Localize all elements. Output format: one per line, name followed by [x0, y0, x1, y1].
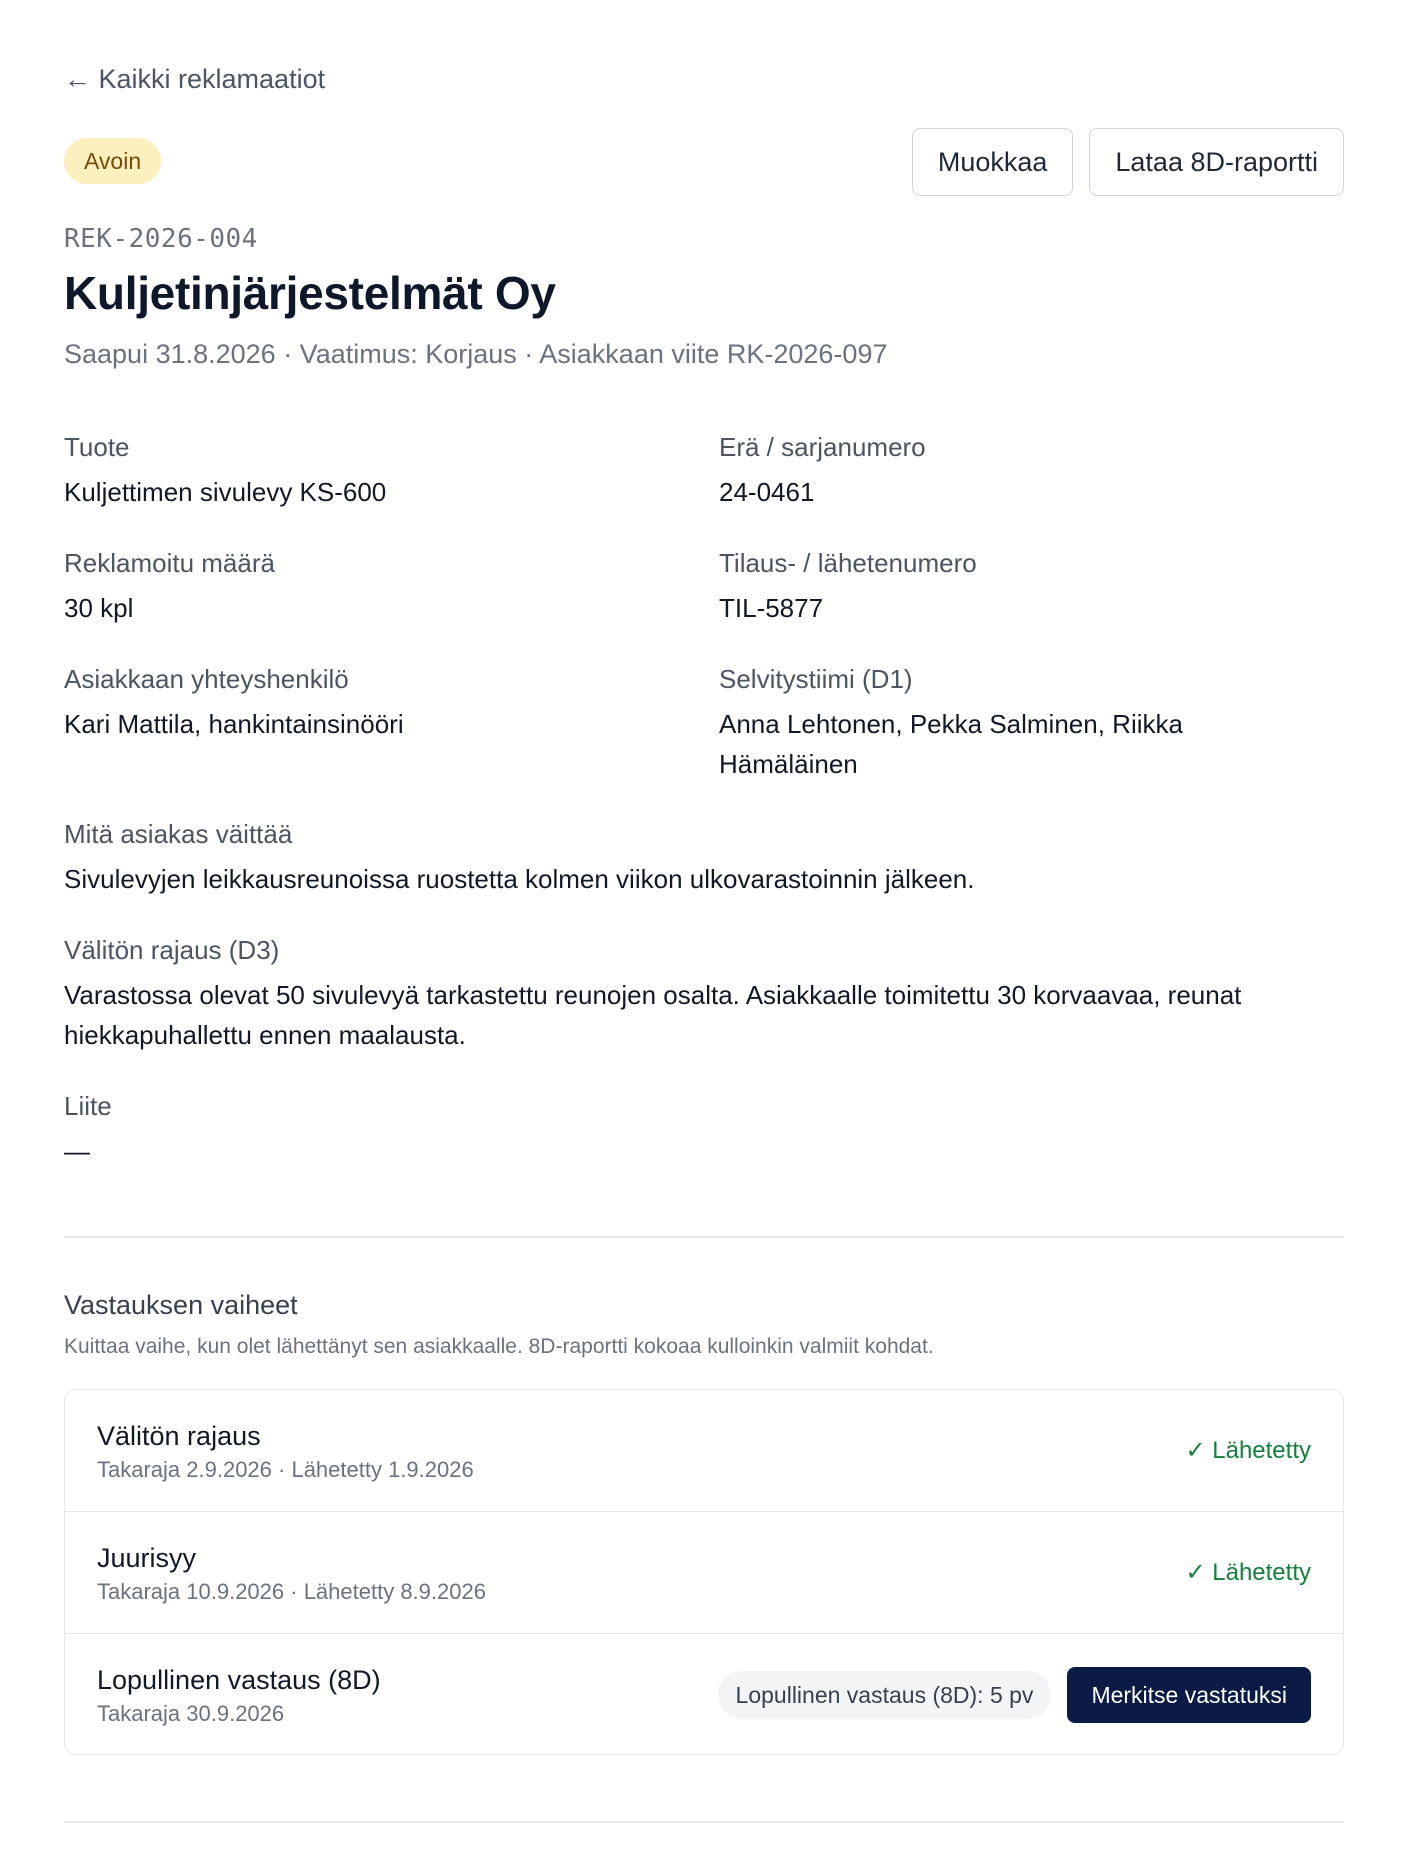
step-status: ✓ Lähetetty	[1185, 1437, 1311, 1464]
step-row	[65, 1634, 1343, 1755]
field-value: —	[64, 1136, 90, 1166]
step-dates: Takaraja 10.9.2026 · Lähetetty 8.9.2026	[97, 1578, 486, 1604]
field-label: Reklamoitu määrä	[64, 548, 275, 578]
step-dates: Takaraja 2.9.2026 · Lähetetty 1.9.2026	[97, 1456, 474, 1482]
field-value: Kari Mattila, hankintainsinööri	[64, 709, 404, 739]
step-status: ✓ Lähetetty	[1185, 1559, 1311, 1586]
field-label: Erä / sarjanumero	[719, 432, 926, 462]
field-team	[719, 664, 1259, 784]
field-quantity	[64, 548, 664, 628]
case-meta: Saapui 31.8.2026 · Vaatimus: Korjaus · Asiakkaan viite RK-2026-097	[64, 339, 888, 369]
field-label: Välitön rajaus (D3)	[64, 935, 280, 965]
divider	[64, 1236, 1344, 1238]
steps-list	[64, 1389, 1344, 1755]
field-label: Liite	[64, 1091, 112, 1121]
step-name: Lopullinen vastaus (8D)	[97, 1665, 381, 1695]
step-dates: Takaraja 30.9.2026	[97, 1701, 285, 1726]
field-order	[719, 548, 1319, 628]
field-batch	[719, 432, 1319, 512]
field-label: Mitä asiakas väittää	[64, 819, 293, 849]
status-badge: Avoin	[64, 138, 161, 184]
step-row	[65, 1512, 1343, 1634]
field-value: TIL-5877	[719, 593, 824, 623]
field-label: Tuote	[64, 432, 130, 462]
divider	[64, 1821, 1344, 1823]
field-value: Varastossa olevat 50 sivulevyä tarkastettu reunojen osalta. Asiakkaalle toimitettu 30 korvaavaa, reunat hiekkapuhallettu ennen maalausta.	[64, 980, 1242, 1050]
field-claim	[64, 819, 1344, 899]
edit-button[interactable]: Muokkaa	[912, 128, 1074, 196]
field-value: 30 kpl	[64, 593, 134, 623]
field-label: Asiakkaan yhteyshenkilö	[64, 664, 349, 694]
field-containment	[64, 935, 1344, 1055]
field-product	[64, 432, 664, 512]
field-attachment	[64, 1091, 1344, 1171]
field-value: Anna Lehtonen, Pekka Salminen, Riikka Hämäläinen	[719, 709, 1183, 779]
download-8d-report-button[interactable]: Lataa 8D-raportti	[1089, 128, 1344, 196]
steps-title: Vastauksen vaiheet	[64, 1290, 298, 1320]
case-id: REK-2026-004	[64, 224, 258, 254]
page-title: Kuljetinjärjestelmät Oy	[64, 267, 556, 319]
field-label: Tilaus- / lähetenumero	[719, 548, 977, 578]
step-row	[65, 1390, 1343, 1512]
field-value: Kuljettimen sivulevy KS-600	[64, 477, 387, 507]
field-value: Sivulevyjen leikkausreunoissa ruostetta kolmen viikon ulkovarastoinnin jälkeen.	[64, 864, 975, 894]
step-actions	[718, 1667, 1311, 1723]
header-actions	[912, 128, 1344, 196]
mark-answered-button[interactable]: Merkitse vastatuksi	[1067, 1667, 1311, 1723]
step-name: Välitön rajaus	[97, 1420, 261, 1451]
back-link[interactable]: ← Kaikki reklamaatiot	[64, 64, 326, 94]
field-label: Selvitystiimi (D1)	[719, 664, 913, 694]
days-left-badge: Lopullinen vastaus (8D): 5 pv	[718, 1671, 1052, 1719]
steps-description: Kuittaa vaihe, kun olet lähettänyt sen asiakkaalle. 8D-raportti kokoaa kulloinkin valmiit kohdat.	[64, 1335, 934, 1358]
field-contact	[64, 664, 664, 744]
step-name: Juurisyy	[97, 1542, 197, 1573]
field-value: 24-0461	[719, 477, 815, 507]
